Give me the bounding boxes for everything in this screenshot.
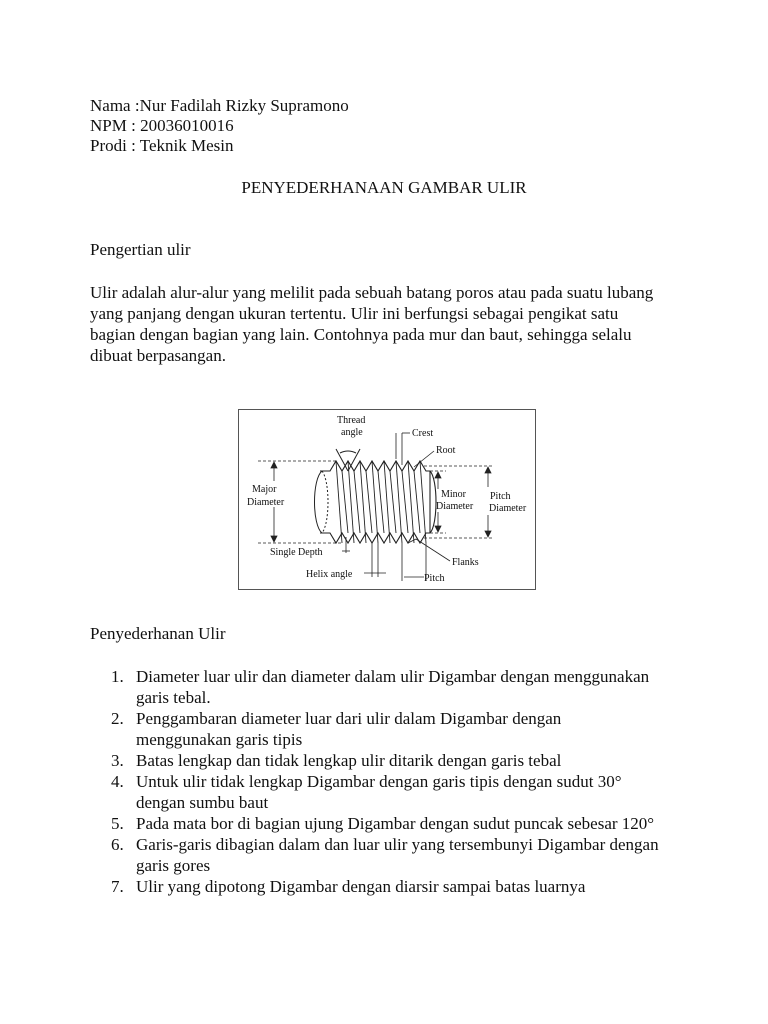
list-number: 4. [111,772,124,791]
list-line: Garis-garis dibagian dalam dan luar ulir yang tersembunyi Digambar dengan [136,835,659,854]
label-pitch: Pitch [424,573,445,584]
list-line: Ulir yang dipotong Digambar dengan diarsir sampai batas luarnya [136,877,586,896]
label-pitch-diameter-top: Pitch [490,491,511,502]
paragraph-line: bagian dengan bagian yang lain. Contohnya pada mur dan baut, sehingga selalu [90,325,632,344]
section-heading-penyederhanan: Penyederhanan Ulir [90,624,226,643]
npm-line: NPM : 20036010016 [90,116,234,135]
label-single-depth: Single Depth [270,547,323,558]
list-line: garis tebal. [136,688,211,707]
label-helix-angle: Helix angle [306,569,353,580]
list-item [0,834,696,876]
list-line: menggunakan garis tipis [136,730,303,749]
prodi-line: Prodi : Teknik Mesin [90,136,234,155]
label-minor-diameter: Diameter [436,501,474,512]
list-line: Untuk ulir tidak lengkap Digambar dengan garis tipis dengan sudut 30° [136,772,622,791]
list-number: 1. [111,667,124,686]
list-item [0,771,696,813]
label-pitch-diameter: Diameter [489,503,527,514]
list-number: 3. [111,751,124,770]
list-number: 5. [111,814,124,833]
thread-diagram [238,409,536,590]
document-title: PENYEDERHANAAN GAMBAR ULIR [241,178,527,197]
list-number: 7. [111,877,124,896]
section-heading-pengertian: Pengertian ulir [90,240,191,259]
paragraph-line: yang panjang dengan ukuran tertentu. Ulir ini berfungsi sebagai pengikat satu [90,304,619,323]
paragraph-line: dibuat berpasangan. [90,346,226,365]
list-number: 6. [111,835,124,854]
definition-paragraph [90,282,690,366]
label-thread: Thread [337,415,366,426]
list-item [0,813,696,834]
list-line: Batas lengkap dan tidak lengkap ulir ditarik dengan garis tebal [136,751,562,770]
label-thread-angle: angle [341,427,363,438]
list-item [0,876,696,897]
list-number: 2. [111,709,124,728]
name-line: Nama :Nur Fadilah Rizky Supramono [90,96,349,115]
label-major: Major [252,484,277,495]
label-root: Root [436,445,456,456]
simplification-list [0,666,768,897]
list-line: Diameter luar ulir dan diameter dalam ulir Digambar dengan menggunakan [136,667,650,686]
label-flanks: Flanks [452,557,479,568]
list-line: dengan sumbu baut [136,793,269,812]
list-line: Pada mata bor di bagian ujung Digambar dengan sudut puncak sebesar 120° [136,814,655,833]
label-crest: Crest [412,428,434,439]
list-line: garis gores [136,856,211,875]
list-line: Penggambaran diameter luar dari ulir dalam Digambar dengan [136,709,562,728]
paragraph-line: Ulir adalah alur-alur yang melilit pada sebuah batang poros atau pada suatu lubang [90,283,654,302]
list-item [0,666,696,708]
label-major-diameter: Diameter [247,497,285,508]
label-minor: Minor [441,489,466,500]
list-item [0,750,696,771]
list-item [0,708,696,750]
